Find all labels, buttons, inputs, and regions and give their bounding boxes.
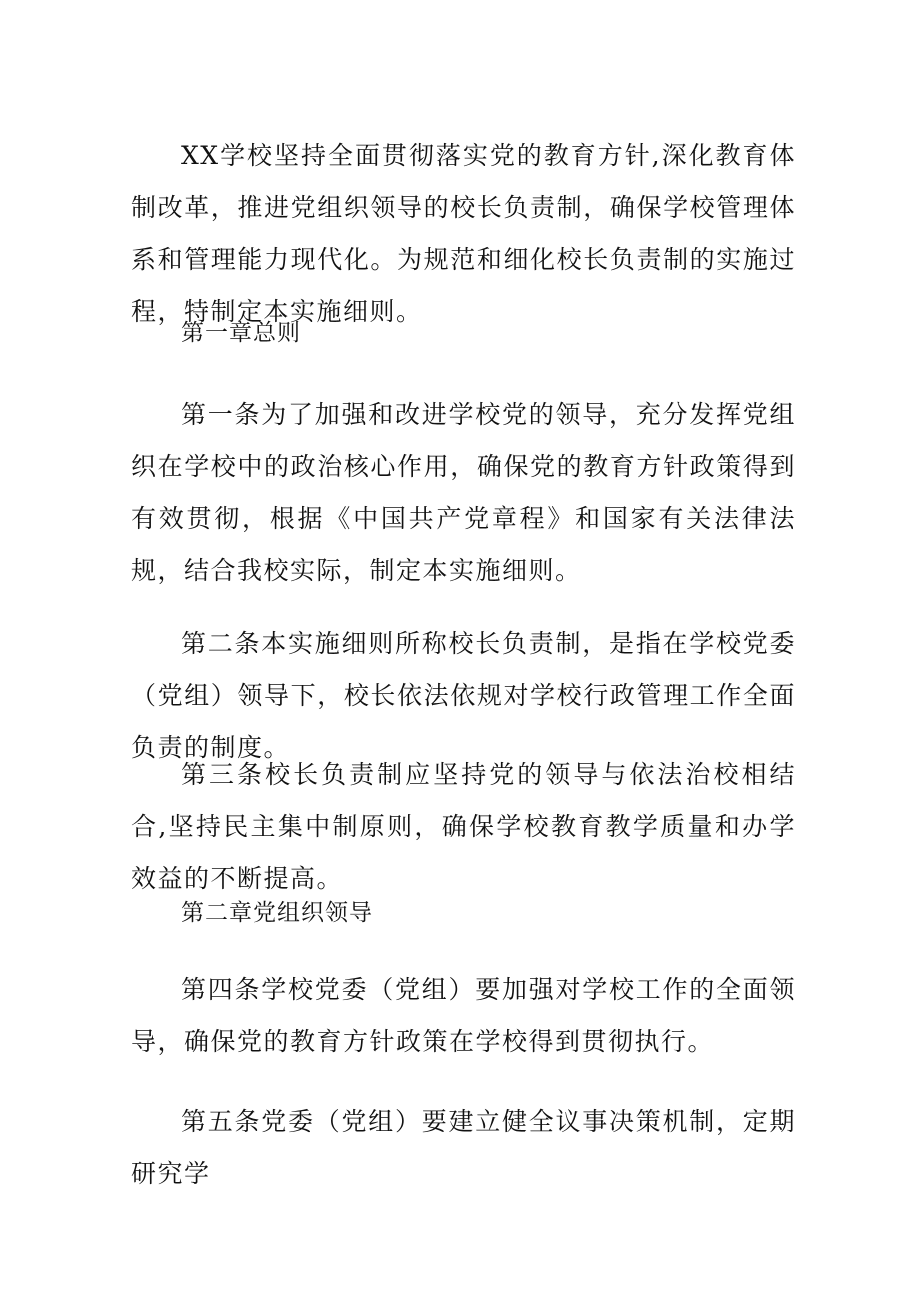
chapter-1-heading: 第一章总则 [181,320,301,346]
chapter-2-heading: 第二章党组织领导 [181,900,373,926]
intro-paragraph: XX学校坚持全面贯彻落实党的教育方针,深化教育体制改革，推进党组织领导的校长负责制，确保学校管理体系和管理能力现代化。为规范和细化校长负责制的实施过程，特制定本实施细则。 [131,141,796,326]
article-5-paragraph: 第五条党委（党组）要建立健全议事决策机制，定期研究学 [131,1107,796,1188]
article-1-paragraph: 第一条为了加强和改进学校党的领导，充分发挥党组织在学校中的政治核心作用，确保党的教育方针政策得到有效贯彻，根据《中国共产党章程》和国家有关法律法规，结合我校实际，制定本实施细则。 [131,400,796,585]
article-2-paragraph: 第二条本实施细则所称校长负责制，是指在学校党委（党组）领导下，校长依法依规对学校行政管理工作全面负责的制度。 [131,629,796,762]
article-3-paragraph: 第三条校长负责制应坚持党的领导与依法治校相结合,坚持民主集中制原则，确保学校教育教学质量和办学效益的不断提高。 [131,760,796,893]
article-4-paragraph: 第四条学校党委（党组）要加强对学校工作的全面领导，确保党的教育方针政策在学校得到贯彻执行。 [131,975,796,1056]
